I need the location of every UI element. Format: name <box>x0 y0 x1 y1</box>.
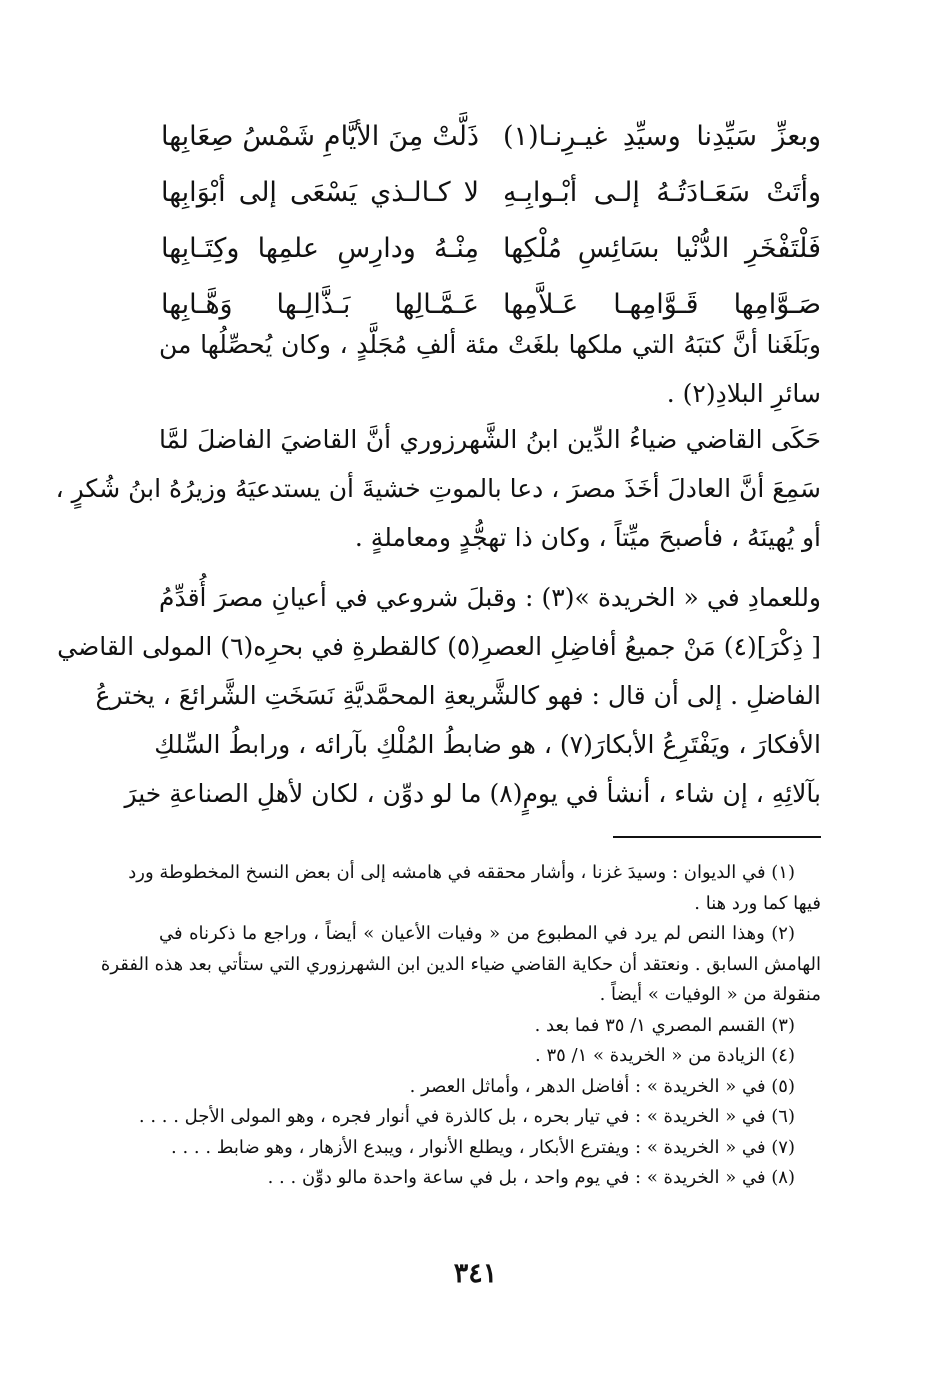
verse-first-hemistich: فَلْتَفْخَرِ الدُّنْيا بسَائِسِ مُلْكِها <box>503 232 821 264</box>
verse-line <box>161 108 821 164</box>
footnote-line: (٧) في « الخريدة » : ويفترع الأبكار ، ويطلع الأنوار ، ويبدع الأزهار ، وهو ضابط . . . . <box>171 1136 795 1158</box>
footnote-line: فيها كما ورد هنا . <box>694 892 821 914</box>
text-line: الفاضلِ . إلى أن قال : فهو كالشَّريعةِ المحمَّديَّةِ نَسَخَتِ الشَّرائعَ ، يخترعُ <box>95 681 821 710</box>
footnote-line: منقولة من « الوفيات » أيضاً . <box>599 984 821 1005</box>
verse-first-hemistich: وبعزِّ سَيِّدِنا وسيِّدِ غيـرِنـا(١) <box>503 120 821 152</box>
footnote-separator <box>613 836 821 838</box>
text-line: سائرِ البلادِ(٢) . <box>666 379 821 408</box>
page-number: ٣٤١ <box>453 1258 498 1289</box>
text-line: حَكَى القاضي ضياءُ الدِّين ابنُ الشَّهرزوري أنَّ القاضيَ الفاضلَ لمَّا <box>159 425 821 454</box>
text-line: الأفكارَ ، ويَفْتَرِعُ الأبكارَ(٧) ، هو ضابطُ المُلْكِ بآرائه ، ورابطُ السِّلكِ <box>154 730 821 759</box>
verse-second-hemistich: ذَلَّتْ مِنَ الأيَّامِ شَمْسُ صِعَابِها <box>161 120 479 152</box>
poem-verses <box>161 108 821 332</box>
verse-second-hemistich: عَـمَّـالِها بَـذَّالِـها وَهَّـابِها <box>161 288 479 320</box>
text-line: [ ذِكْرَ](٤) مَنْ جميعُ أفاضِلِ العصرِ(٥) كالقطرةِ في بحرِه(٦) المولى القاضي <box>57 632 821 661</box>
footnote-line: (٨) في « الخريدة » : في يوم واحد ، بل في ساعة واحدة مالو دوِّن . . . <box>267 1167 795 1188</box>
footnote-line: (١) في الديوان : وسيدَ غزنا ، وأشار محققه في هامشه إلى أن بعض النسخ المخطوطة ورد <box>128 862 795 883</box>
text-line: وبَلَغَنا أنَّ كتبَهُ التي ملكها بلغَتْ مئة ألفِ مُجَلَّدٍ ، وكان يُحصِّلُها من <box>159 330 821 359</box>
text-line: بآلائِهِ ، إن شاء ، أنشأ في يومٍ(٨) ما لو دوِّن ، لكان لأهلِ الصناعةِ خيرَ <box>124 779 821 808</box>
verse-first-hemistich: صَـوَّامِها قَـوَّامِهـا عَـلاَّمِها <box>503 288 821 320</box>
footnote-line: (٦) في « الخريدة » : في تيار بحره ، بل كالذرة في أنوار فجره ، وهو المولى الأجل . . . . <box>138 1106 795 1127</box>
paragraph-books <box>159 320 821 418</box>
verse-line <box>161 164 821 220</box>
paragraph-anecdote <box>55 415 821 562</box>
verse-first-hemistich: وأتَتْ سَعَـادَتُـهُ إلـى أبْـوابِـهِ <box>503 176 821 208</box>
text-line: وللعمادِ في « الخريدة »(٣) : وقبلَ شروعي في أعيانِ مصرَ أُقدِّمُ <box>159 583 822 612</box>
footnote-line: (٢) وهذا النص لم يرد في المطبوع من « وفيات الأعيان » أيضاً ، وراجع ما ذكرناه في <box>159 923 795 944</box>
footnotes <box>100 858 821 1194</box>
footnote-line: (٤) الزيادة من « الخريدة » ١/ ٣٥ . <box>535 1045 795 1066</box>
footnote-line: (٣) القسم المصري ١/ ٣٥ فما بعد . <box>534 1014 795 1036</box>
verse-line <box>161 220 821 276</box>
text-line: سَمِعَ أنَّ العادلَ أخَذَ مصرَ ، دعا بالموتِ خشيةَ أن يستدعيَهُ وزيرُهُ ابنُ شُكرٍ ، <box>55 474 821 503</box>
text-line: أو يُهينَهُ ، فأصبحَ ميِّتاً ، وكان ذا تهجُّدٍ ومعاملةٍ . <box>354 523 821 552</box>
paragraph-kharida <box>57 573 822 818</box>
verse-second-hemistich: مِنْـهُ ودارِسِ علمِها وكِتَـابِها <box>161 232 479 264</box>
verse-second-hemistich: لا كـالـذي يَسْعَى إلى أبْوَابِها <box>161 176 479 208</box>
footnote-line: (٥) في « الخريدة » : أفاضل الدهر ، وأماثل العصر . <box>409 1075 795 1097</box>
footnote-line: الهامش السابق . ونعتقد أن حكاية القاضي ضياء الدين ابن الشهرزوري التي ستأتي بعد هذه الفقرة <box>100 953 821 975</box>
